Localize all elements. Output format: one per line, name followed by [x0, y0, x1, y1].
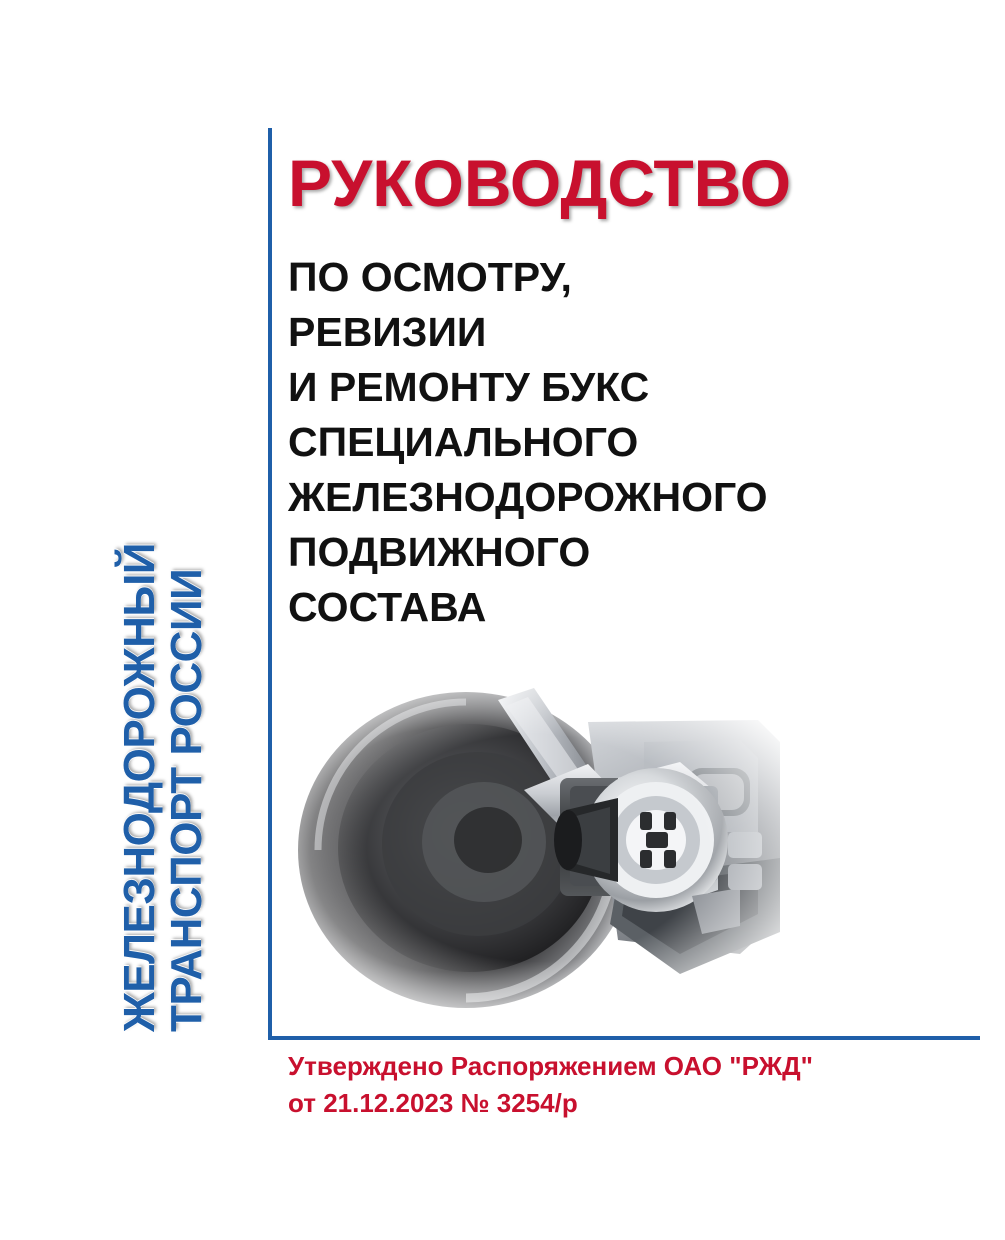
railway-axle-bearing-photo [288, 682, 784, 1014]
subtitle-line: ЖЕЛЕЗНОДОРОЖНОГО [288, 473, 768, 520]
spine-title [115, 132, 288, 1032]
subtitle-line: ПО ОСМОТРУ, [288, 254, 572, 300]
approval-line: Утверждено Распоряжением ОАО "РЖД" [288, 1051, 813, 1081]
vertical-divider [268, 128, 272, 1038]
spine-title-line-2: ТРАНСПОРТ РОССИИ [161, 568, 211, 1032]
approval-line: от 21.12.2023 № 3254/р [288, 1087, 578, 1118]
approval-note [288, 1048, 978, 1122]
subtitle-line: СПЕЦИАЛЬНОГО [288, 418, 639, 465]
subtitle-line: ПОДВИЖНОГО [288, 528, 591, 575]
page-title: РУКОВОДСТВО [288, 146, 792, 220]
title-block [288, 146, 978, 635]
spine-title-line-1: ЖЕЛЕЗНОДОРОЖНЫЙ [115, 542, 164, 1032]
horizontal-divider [268, 1036, 980, 1040]
subtitle-line: СОСТАВА [288, 583, 487, 630]
subtitle-line: И РЕМОНТУ БУКС [288, 363, 650, 410]
page-subtitle [288, 250, 978, 635]
subtitle-line: РЕВИЗИИ [288, 308, 487, 355]
